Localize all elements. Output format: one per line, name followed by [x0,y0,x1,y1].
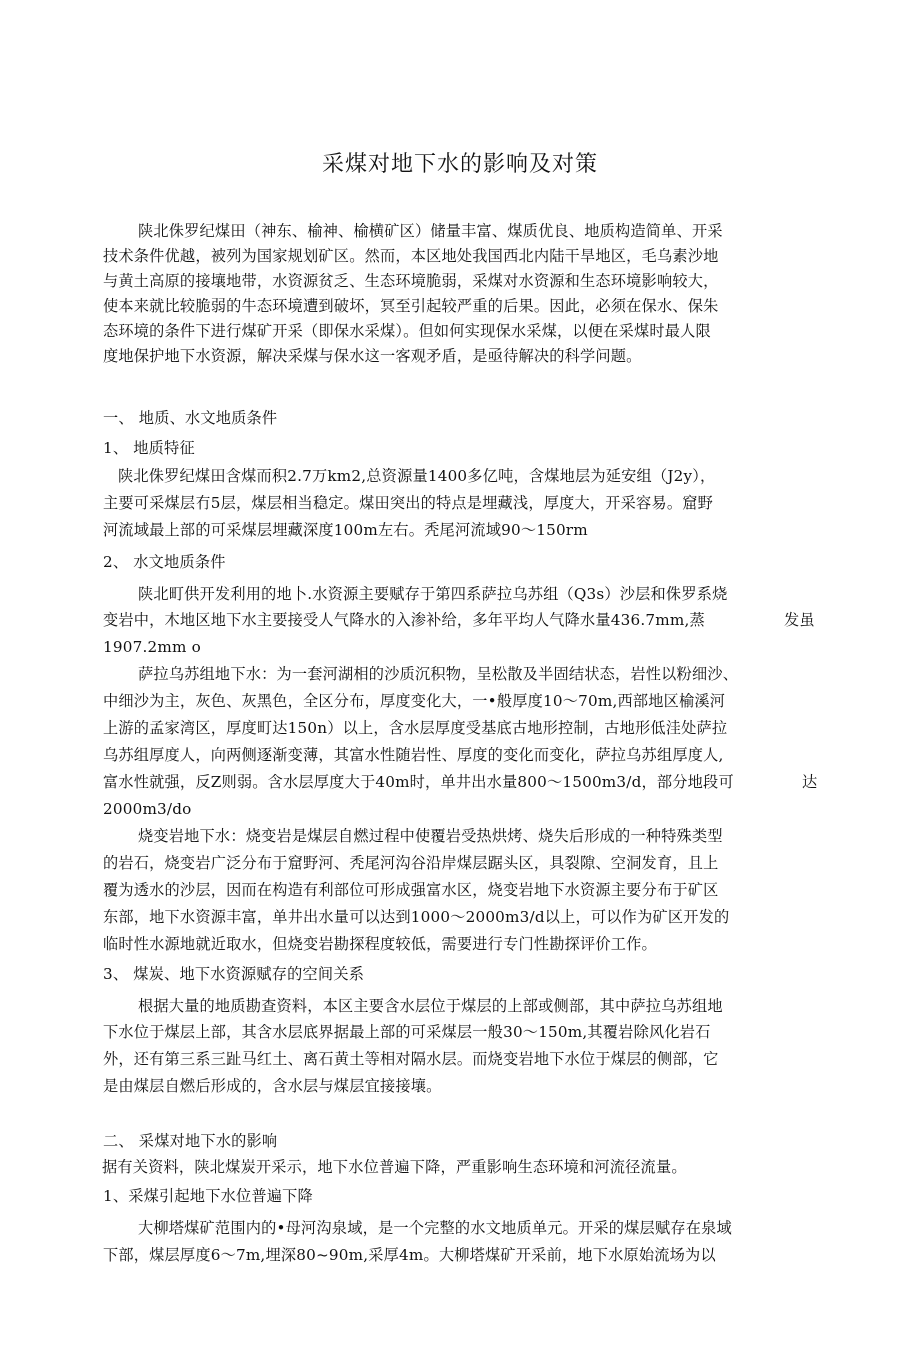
daliuta-line-1: 大柳塔煤矿范围内的•母河沟泉域，是一个完整的水文地质单元。开采的煤层赋存在泉域 [138,1219,732,1237]
salawusu-line-5: 富水性就强，反Z则弱。含水层厚度大于40m时，单井出水量800～1500m3/d，部分地段可 [103,773,734,791]
subsection-heading-1-2: 2、 水文地质条件 [103,553,226,571]
intro-line-2: 技术条件优越，被列为国家规划矿区。然而，本区地处我国西北内陆干旱地区，毛乌素沙地 [103,247,719,265]
burnt-rock-line-3: 覆为透水的沙层，因而在构造有利部位可形成强富水区，烧变岩地下水资源主要分布于矿区 [103,881,719,899]
salawusu-line-1: 萨拉乌苏组地下水：为一套河湖相的沙质沉积物，呈松散及半固结状态，岩性以粉细沙、 [138,665,739,683]
burnt-rock-line-5: 临时性水源地就近取水，但烧变岩勘探程度较低，需要进行专门性勘探评价工作。 [103,935,657,953]
subsection-heading-1-1: 1、 地质特征 [103,439,195,457]
geology-line-3: 河流域最上部的可采煤层埋藏深度100m左右。秃尾河流域90～150rm [103,521,588,539]
geology-line-2: 主要可采煤层冇5层，煤层相当稳定。煤田突出的特点是埋藏浅，厚度大，开采容易。窟野 [103,494,713,512]
intro-line-4: 使本来就比较脆弱的牛态环境遭到破坏，冥至引起较严重的后果。因此，必须在保水、保朱 [103,297,719,315]
section-heading-1: 一、 地质、水文地质条件 [103,409,278,427]
daliuta-line-2: 下部，煤层厚度6～7m,埋深80~90m,采厚4m。大柳塔煤矿开采前，地下水原始流场为以 [103,1246,716,1264]
subsection-heading-1-3: 3、 煤炭、地下水资源赋存的空间关系 [103,965,365,983]
hydro-line-2: 变岩中，木地区地下水主要接受人气降水的入渗补给，多年平均人气降水量436.7mm,蒸 [103,611,705,629]
spatial-line-2: 下水位于煤层上部，其含水层底界据最上部的可采煤层一般30～150m,其覆岩除风化岩石 [103,1023,711,1041]
burnt-rock-line-4: 东部，地下水资源丰富，单井出水量可以达到1000～2000m3/d以上，可以作为矿区开发的 [103,908,730,926]
hydro-line-2-tail: 发虽 [784,611,815,629]
spatial-line-1: 根据大量的地质勘查资料，本区主要含水层位于煤层的上部或侧部，其中萨拉乌苏组地 [138,997,723,1015]
intro-line-5: 态环境的条件下进行煤矿开采（即保水采煤）。但如何实现保水采煤，以便在采煤时最人限 [103,322,711,340]
page-title: 采煤对地下水的影响及对策 [321,152,598,177]
subsection-heading-2-1: 1、采煤引起地下水位普遍下降 [103,1187,313,1205]
impact-intro-line: 据有关资料，陕北煤炭开采示，地下水位普遍下降，严重影响生态环境和河流径流量。 [102,1158,687,1176]
hydro-line-1: 陕北町供开发利用的地卜.水资源主要赋存于第四系萨拉乌苏组（Q3s）沙层和侏罗系烧 [138,585,728,603]
intro-line-6: 度地保护地下水资源，解决采煤与保水这一客观矛盾，是亟待解决的科学问题。 [103,347,642,365]
salawusu-line-2: 中细沙为主，灰色、灰黑色，全区分布，厚度变化大，一•般厚度10～70m,西部地区榆溪河 [103,692,726,710]
salawusu-line-3: 上游的孟家湾区，厚度町达150n）以上，含水层厚度受基底古地形控制，古地形低洼处萨拉 [103,719,728,737]
hydro-line-3: 1907.2mm o [103,638,201,656]
intro-line-1: 陕北侏罗纪煤田（神东、榆神、榆横矿区）储量丰富、煤质优良、地质构造简单、开采 [138,222,723,240]
salawusu-line-4: 乌苏组厚度人，向两侧逐渐变薄，其富水性随岩性、厚度的变化而变化，萨拉乌苏组厚度人, [103,746,724,764]
burnt-rock-line-1: 烧变岩地下水：烧变岩是煤层自燃过程中使覆岩受热烘烤、烧失后形成的一种特殊类型 [138,827,723,845]
geology-line-1: 陕北侏罗纪煤田含煤而积2.7万km2,总资源量1400多亿吨，含煤地层为延安组（J2y）， [118,467,716,485]
spatial-line-4: 是由煤层自燃后形成的，含水层与煤层宜接接壤。 [103,1077,442,1095]
section-heading-2: 二、 采煤对地下水的影响 [103,1132,278,1150]
salawusu-line-6: 2000m3/do [103,800,192,818]
spatial-line-3: 外，还有第三系三趾马红土、离石黄土等相对隔水层。而烧变岩地下水位于煤层的侧部，它 [103,1050,719,1068]
burnt-rock-line-2: 的岩石，烧变岩广泛分布于窟野河、秃尾河沟谷沿岸煤层踞头区，具裂隙、空洞发育，且上 [103,854,719,872]
intro-line-3: 与黄土高原的接壤地带，水资源贫乏、生态环境脆弱，采煤对水资源和生态环境影响较大， [103,272,719,290]
salawusu-line-5-tail: 达 [802,773,818,791]
